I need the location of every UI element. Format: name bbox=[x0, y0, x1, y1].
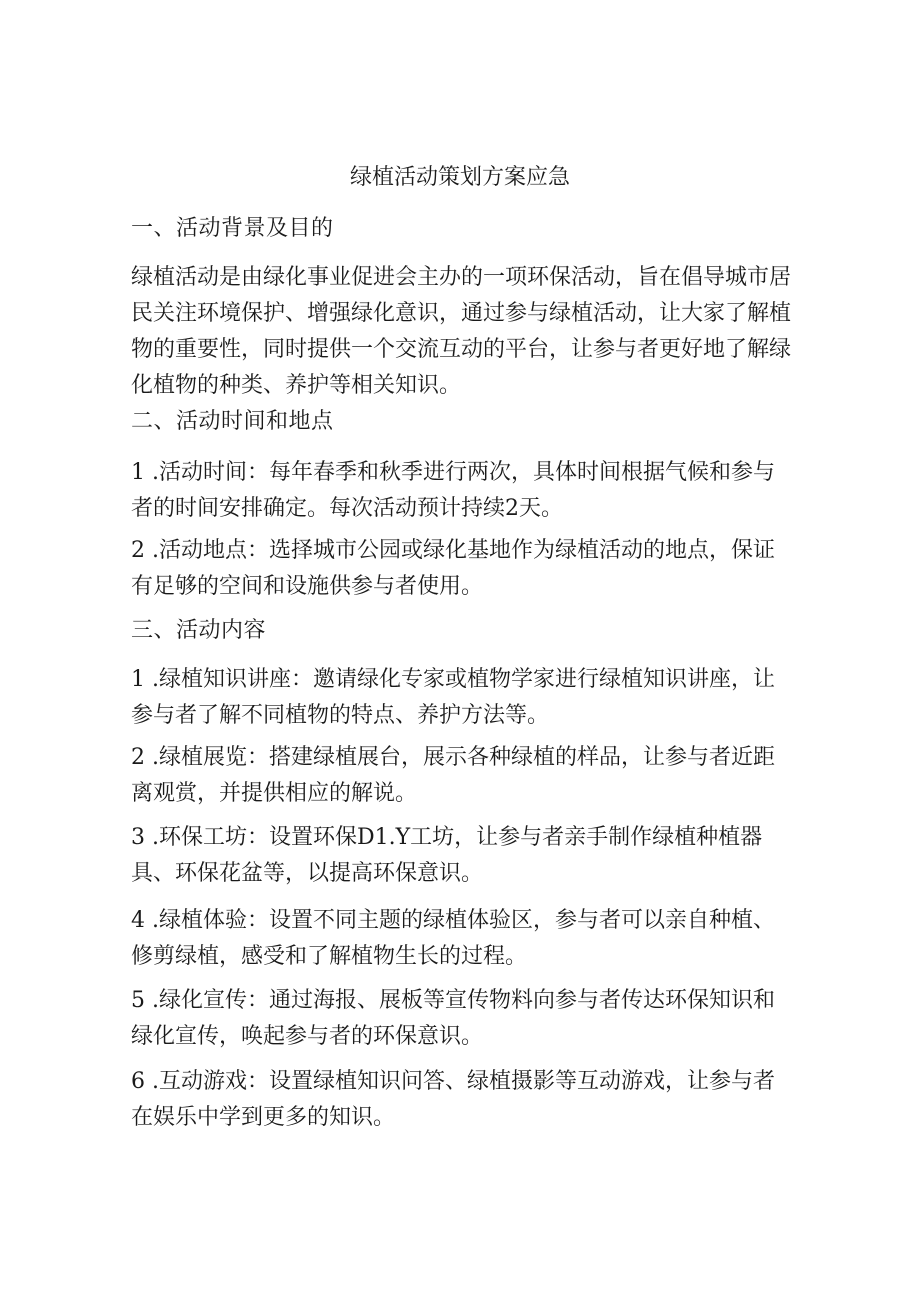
text-line: 在娱乐中学到更多的知识。 bbox=[131, 1105, 396, 1130]
section-heading-content: 三、活动内容 bbox=[131, 618, 267, 643]
text-line: 4 .绿植体验：设置不同主题的绿植体验区，参与者可以亲自种植、 bbox=[131, 908, 775, 933]
document-title: 绿植活动策划方案应急 bbox=[349, 165, 570, 190]
text-line: 2 .活动地点：选择城市公园或绿化基地作为绿植活动的地点，保证 bbox=[131, 538, 775, 563]
text-line: 者的时间安排确定。每次活动预计持续2天。 bbox=[131, 496, 563, 521]
section-heading-background: 一、活动背景及目的 bbox=[131, 216, 334, 241]
text-line: 5 .绿化宣传：通过海报、展板等宣传物料向参与者传达环保知识和 bbox=[131, 988, 775, 1013]
text-line: 绿化宣传，唤起参与者的环保意识。 bbox=[131, 1024, 484, 1049]
paragraph-background bbox=[131, 260, 791, 404]
paragraph-item-5 bbox=[131, 983, 791, 1055]
text-line: 1 .活动时间：每年春季和秋季进行两次，具体时间根据气候和参与 bbox=[131, 460, 775, 485]
paragraph-time bbox=[131, 455, 791, 527]
paragraph-place bbox=[131, 533, 791, 605]
paragraph-item-1 bbox=[131, 662, 791, 734]
text-line: 民关注环境保护、增强绿化意识，通过参与绿植活动，让大家了解植 bbox=[131, 301, 792, 326]
text-line: 离观赏，并提供相应的解说。 bbox=[131, 781, 418, 806]
paragraph-item-2 bbox=[131, 740, 791, 812]
text-line: 6 .互动游戏：设置绿植知识问答、绿植摄影等互动游戏，让参与者 bbox=[131, 1069, 775, 1094]
text-line: 1 .绿植知识讲座：邀请绿化专家或植物学家进行绿植知识讲座，让 bbox=[131, 667, 775, 692]
paragraph-item-6 bbox=[131, 1064, 791, 1136]
section-heading-time-place: 二、活动时间和地点 bbox=[131, 409, 334, 434]
text-line: 化植物的种类、养护等相关知识。 bbox=[131, 373, 462, 398]
text-line: 有足够的空间和设施供参与者使用。 bbox=[131, 574, 484, 599]
text-line: 2 .绿植展览：搭建绿植展台，展示各种绿植的样品，让参与者近距 bbox=[131, 745, 775, 770]
text-line: 绿植活动是由绿化事业促进会主办的一项环保活动，旨在倡导城市居 bbox=[131, 265, 792, 290]
paragraph-item-3 bbox=[131, 820, 791, 892]
text-line: 具、环保花盆等，以提高环保意识。 bbox=[131, 861, 484, 886]
text-line: 物的重要性，同时提供一个交流互动的平台，让参与者更好地了解绿 bbox=[131, 337, 792, 362]
text-line: 3 .环保工坊：设置环保D1.Y工坊，让参与者亲手制作绿植种植器 bbox=[131, 825, 763, 850]
paragraph-item-4 bbox=[131, 903, 791, 975]
text-line: 参与者了解不同植物的特点、养护方法等。 bbox=[131, 703, 550, 728]
text-line: 修剪绿植，感受和了解植物生长的过程。 bbox=[131, 944, 528, 969]
